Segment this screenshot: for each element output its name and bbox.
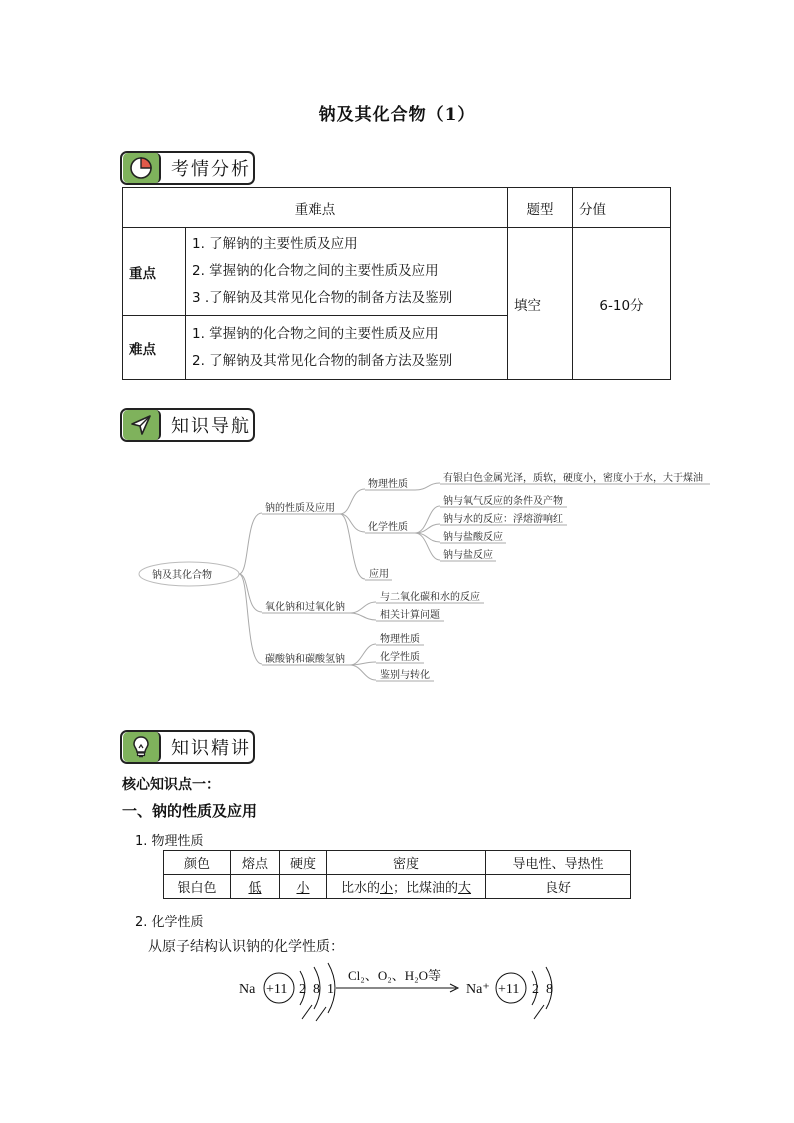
header-type: 题型 — [508, 188, 573, 228]
mindmap-b1-chem: 化学性质 — [368, 522, 408, 533]
mindmap-b1-phys-leaf: 有银白色金属光泽，质软，硬度小，密度小于水，大于煤油 — [443, 473, 703, 484]
core-heading: 一、钠的性质及应用 — [122, 802, 258, 820]
prop-melting: 低 — [248, 881, 262, 896]
mindmap-b3-leaf: 物理性质 — [380, 634, 420, 645]
reaction-conditions: Cl₂、O₂、H₂O等 — [348, 968, 442, 983]
key-item: 3 .了解钠及其常见化合物的制备方法及鉴别 — [192, 290, 453, 306]
key-points-table — [122, 187, 671, 380]
key-label: 重点 — [123, 228, 186, 316]
na-ion-nucleus: +11 — [498, 982, 520, 997]
mindmap-b2-leaf: 与二氧化碳和水的反应 — [380, 592, 480, 603]
pie-chart-icon — [123, 153, 161, 183]
prop-header: 导电性、导热性 — [486, 851, 631, 875]
prop-header: 熔点 — [231, 851, 280, 875]
mind-map — [0, 460, 794, 690]
section-label: 知识导航 — [171, 416, 251, 437]
key-items — [186, 228, 508, 316]
prop-density: 比水的小；比煤油的大 — [327, 875, 486, 899]
prop-header: 硬度 — [280, 851, 327, 875]
chem-intro: 从原子结构认识钠的化学性质： — [148, 939, 344, 955]
mindmap-b1-chem-leaf: 钠与盐酸反应 — [443, 532, 503, 543]
atom-structure-diagram — [230, 955, 570, 1025]
mindmap-b1-chem-leaf: 钠与水的反应：浮熔游响红 — [443, 514, 563, 525]
chem-heading: 2. 化学性质 — [135, 915, 204, 930]
mindmap-b3-leaf: 鉴别与转化 — [380, 670, 430, 681]
prop-header: 密度 — [327, 851, 486, 875]
mindmap-branch-2: 氧化钠和过氧化钠 — [265, 602, 345, 613]
page-title: 钠及其化合物（1） — [318, 105, 476, 125]
na-ion-shell: 2 — [532, 982, 539, 997]
na-symbol: Na — [239, 982, 256, 997]
prop-conduct: 良好 — [486, 875, 631, 899]
mindmap-branch-3: 碳酸钠和碳酸氢钠 — [265, 654, 345, 665]
lightbulb-icon — [123, 732, 161, 762]
core-point-title: 核心知识点一： — [122, 777, 220, 793]
na-shell: 1 — [327, 982, 334, 997]
prop-hardness: 小 — [296, 881, 310, 896]
na-nucleus: +11 — [266, 982, 288, 997]
mindmap-b3-leaf: 化学性质 — [380, 652, 420, 663]
mindmap-b1-use: 应用 — [369, 569, 389, 580]
type-value: 填空 — [508, 228, 573, 380]
mindmap-b2-leaf: 相关计算问题 — [380, 610, 440, 621]
mindmap-branch-1: 钠的性质及应用 — [265, 503, 335, 514]
mindmap-b1-phys: 物理性质 — [368, 479, 408, 490]
mindmap-b1-chem-leaf: 钠与盐反应 — [443, 550, 493, 561]
prop-color: 银白色 — [164, 875, 231, 899]
header-points: 重难点 — [123, 188, 508, 228]
difficult-item: 1. 掌握钠的化合物之间的主要性质及应用 — [192, 325, 439, 342]
key-item: 2. 掌握钠的化合物之间的主要性质及应用 — [192, 263, 439, 279]
key-item: 1. 了解钠的主要性质及应用 — [192, 236, 358, 252]
section-label: 知识精讲 — [171, 738, 251, 759]
na-ion-symbol: Na⁺ — [466, 982, 490, 997]
na-shell: 8 — [313, 982, 320, 997]
na-ion-shell: 8 — [546, 982, 553, 997]
difficult-item: 2. 了解钠及其常见化合物的制备方法及鉴别 — [192, 352, 453, 369]
score-value: 6-10分 — [573, 228, 671, 380]
section-header-navigation — [120, 408, 255, 442]
section-header-analysis — [120, 151, 255, 185]
navigation-arrow-icon — [123, 410, 161, 440]
section-header-lecture — [120, 730, 255, 764]
na-shell: 2 — [299, 982, 306, 997]
header-score: 分值 — [573, 188, 671, 228]
mindmap-b1-chem-leaf: 钠与氧气反应的条件及产物 — [443, 496, 563, 507]
physical-properties-table — [163, 850, 631, 899]
difficult-items — [186, 316, 508, 380]
mindmap-root-label: 钠及其化合物 — [152, 570, 212, 581]
difficult-label: 难点 — [123, 316, 186, 380]
prop-header: 颜色 — [164, 851, 231, 875]
section-label: 考情分析 — [171, 159, 251, 180]
phys-heading: 1. 物理性质 — [135, 834, 204, 849]
